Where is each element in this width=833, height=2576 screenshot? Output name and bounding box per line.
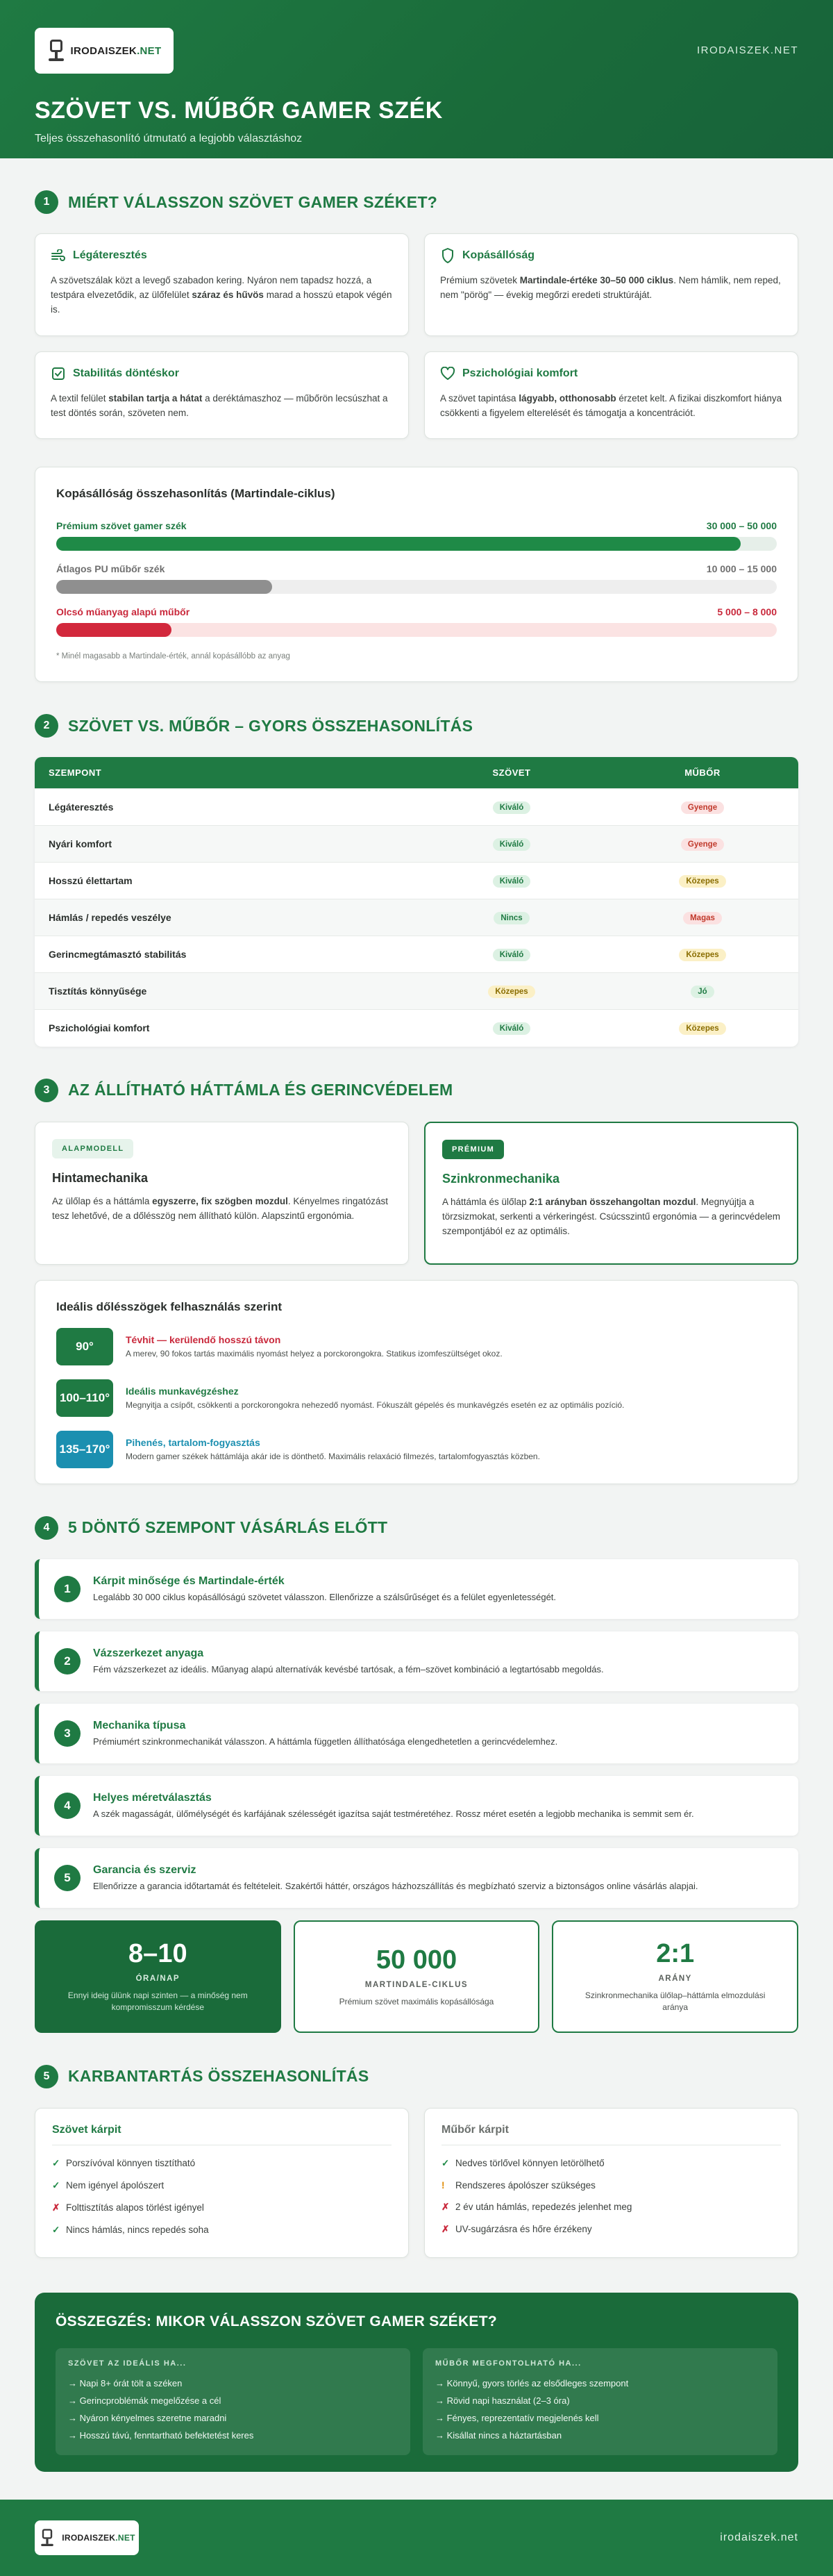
criterion-title: Mechanika típusa: [93, 1720, 186, 1731]
criterion-number: 1: [54, 1576, 81, 1602]
logo[interactable]: [35, 28, 174, 74]
stat-card: [35, 1920, 281, 2033]
criterion-title: Kárpit minősége és Martindale-érték: [93, 1575, 285, 1587]
table-row: [35, 973, 798, 1010]
section-title: KARBANTARTÁS ÖSSZEHASONLÍTÁS: [68, 2067, 369, 2085]
rating-badge: Kiváló: [493, 838, 531, 851]
maintenance-item: [441, 2152, 781, 2175]
angle-row: [56, 1431, 777, 1468]
criterion-item: [35, 1704, 798, 1763]
durability-comparison: [35, 467, 798, 682]
summary-item: → Hosszú távú, fenntartható befektetést keres: [68, 2429, 254, 2441]
rating-badge: Jó: [691, 986, 714, 998]
mark-icon: ✓: [52, 2224, 60, 2235]
summary-heading: MŰBŐR MEGFONTOLHATÓ HA...: [435, 2359, 582, 2368]
summary-item: → Kisállat nincs a háztartásban: [435, 2429, 562, 2441]
benefit-card-stability: [35, 351, 409, 439]
summary-item: → Napi 8+ órát tölt a széken: [68, 2377, 183, 2388]
fabric-cell: [416, 826, 607, 863]
criterion-cell: Nyári komfort: [35, 826, 416, 863]
fabric-cell: [416, 789, 607, 826]
leather-cell: [607, 863, 798, 899]
card-text: A szövetszálak közt a levegő szabadon kering. Nyáron nem tapadsz hozzá, a testpára elvezetődik, az ülőfelület száraz és hűvös marad a hosszú etapok végén is.: [51, 275, 392, 315]
rating-badge: Kiváló: [493, 1022, 531, 1035]
maintenance-text: Nedves törlővel könnyen letörölhető: [455, 2157, 605, 2168]
heart-icon: [440, 366, 455, 381]
card-text: A textil felület stabilan tartja a hátat a deréktámaszhoz — műbőrön lecsúszhat a test döntés során, szöveten nem.: [51, 393, 388, 418]
criterion-cell: Légáteresztés: [35, 789, 416, 826]
table-row: [35, 863, 798, 899]
fabric-cell: [416, 863, 607, 899]
angle-title: Ideális munkavégzéshez: [126, 1386, 239, 1397]
shield-icon: [440, 248, 455, 263]
card-title: Légáteresztés: [73, 249, 147, 261]
criterion-desc: Legalább 30 000 ciklus kopásállóságú szövetet válasszon. Ellenőrizze a szálsűrűséget és a felület egyenletességét.: [93, 1592, 557, 1602]
angle-row: [56, 1379, 777, 1417]
rating-badge: Kiváló: [493, 801, 531, 814]
criterion-cell: Gerincmegtámasztó stabilitás: [35, 936, 416, 973]
mark-icon: ✗: [52, 2202, 60, 2213]
section-title: 5 DÖNTŐ SZEMPONT VÁSÁRLÁS ELŐTT: [68, 1518, 388, 1536]
stat-desc: Prémium szövet maximális kopásállósága: [339, 1996, 494, 2006]
maintenance-text: Nincs hámlás, nincs repedés soha: [66, 2224, 209, 2235]
bar-track: [56, 623, 777, 637]
maintenance-title: Szövet kárpit: [52, 2124, 392, 2145]
table-row: [35, 936, 798, 973]
criterion-cell: Pszichológiai komfort: [35, 1010, 416, 1047]
fabric-cell: [416, 936, 607, 973]
angle-row: [56, 1328, 777, 1365]
stat-desc: Ennyi ideig ülünk napi szinten — a minőség nem kompromisszum kérdése: [67, 1991, 248, 2012]
section-4-heading: [35, 1516, 798, 1540]
section-number: 5: [35, 2065, 58, 2088]
section-number: 2: [35, 714, 58, 738]
section-number: 1: [35, 190, 58, 214]
stat-number: 8–10: [128, 1939, 187, 1968]
section-title: MIÉRT VÁLASSZON SZÖVET GAMER SZÉKET?: [68, 192, 438, 211]
table-row: [35, 1010, 798, 1047]
leather-cell: [607, 1010, 798, 1047]
logo-text: IRODAISZEK.NET: [62, 2532, 135, 2543]
page-title: SZÖVET VS. MŰBŐR GAMER SZÉK: [35, 97, 443, 124]
mechanism-title: Szinkronmechanika: [442, 1171, 560, 1186]
leather-cell: [607, 936, 798, 973]
footer-logo[interactable]: [35, 2520, 139, 2555]
maintenance-text: Porszívóval könnyen tisztítható: [66, 2157, 196, 2168]
summary-heading: SZÖVET AZ IDEÁLIS HA...: [68, 2359, 187, 2368]
table-row: [35, 789, 798, 826]
angle-desc: A merev, 90 fokos tartás maximális nyomást helyez a porckorongokra. Statikus izomfeszültséget okoz.: [126, 1349, 503, 1358]
section-3-heading: [35, 1079, 798, 1102]
maintenance-text: Folttisztítás alapos törlést igényel: [66, 2202, 204, 2213]
mark-icon: ✗: [441, 2201, 450, 2212]
criterion-item: [35, 1776, 798, 1836]
criterion-number: 5: [54, 1865, 81, 1891]
mechanism-title: Hintamechanika: [52, 1170, 149, 1185]
angle-value: 100–110°: [56, 1379, 113, 1417]
stat-card: [552, 1920, 798, 2033]
criteria-list: [35, 1559, 798, 1908]
comparison-table: [35, 757, 798, 1047]
rating-badge: Közepes: [679, 875, 725, 888]
card-text: Prémium szövetek Martindale-értéke 30–50 000 ciklus. Nem hámlik, nem reped, nem "pörög" — évekig megőrzi eredeti struktúráját.: [440, 275, 781, 300]
mechanism-tag: PRÉMIUM: [442, 1140, 504, 1159]
mark-icon: ✓: [52, 2157, 60, 2168]
angle-title: Tévhit — kerülendő hosszú távon: [126, 1334, 281, 1345]
criterion-desc: Ellenőrizze a garancia időtartamát és feltételeit. Szakértői háttér, országos házhozszállítás és megbízható szerviz a biztonságos online vásárlás alapjai.: [93, 1881, 698, 1891]
criterion-number: 3: [54, 1720, 81, 1747]
angle-title: Pihenés, tartalom-fogyasztás: [126, 1437, 260, 1448]
chair-icon: [47, 38, 65, 63]
bar-fill: [56, 623, 171, 637]
criterion-cell: Hosszú élettartam: [35, 863, 416, 899]
mark-icon: ✓: [52, 2179, 60, 2191]
summary-item: → Rövid napi használat (2–3 óra): [435, 2395, 570, 2406]
mechanism-text: Az ülőlap és a háttámla egyszerre, fix szögben mozdul. Kényelmes ringatózást tesz lehetővé, de a dőlésszög nem állítható külön. Alapszintű ergonómia.: [52, 1195, 388, 1221]
card-title: Kopásállóság: [462, 249, 535, 261]
section-title: SZÖVET VS. MŰBŐR – GYORS ÖSSZEHASONLÍTÁS: [68, 716, 473, 735]
durability-bar: [56, 520, 777, 551]
check-square-icon: [51, 366, 66, 381]
angle-desc: Modern gamer székek háttámlája akár ide is dönthető. Maximális relaxáció filmezés, tartalomfogyasztás közben.: [126, 1452, 540, 1461]
angle-desc: Megnyitja a csípőt, csökkenti a porckorongokra nehezedő nyomást. Fókuszált gépelés és munkavégzés esetén ez az optimális pozíció.: [126, 1400, 625, 1410]
leather-cell: [607, 826, 798, 863]
rating-badge: Magas: [683, 912, 722, 924]
angle-value: 135–170°: [56, 1431, 113, 1468]
criterion-item: [35, 1848, 798, 1908]
mechanism-card-basic: [35, 1122, 409, 1265]
rating-badge: Közepes: [488, 986, 535, 998]
rating-badge: Kiváló: [493, 875, 531, 888]
fabric-cell: [416, 899, 607, 936]
benefit-cards: [35, 233, 798, 439]
rating-badge: Közepes: [679, 1022, 725, 1035]
leather-cell: [607, 973, 798, 1010]
stat-desc: Szinkronmechanika ülőlap–háttámla elmozdulási aránya: [584, 1991, 766, 2012]
angle-value: 90°: [56, 1328, 113, 1365]
mark-icon: ✓: [441, 2157, 450, 2168]
maintenance-item: [441, 2175, 781, 2196]
benefit-card-durability: [424, 233, 798, 336]
maintenance-text: Nem igényel ápolószert: [66, 2179, 165, 2191]
bar-track: [56, 580, 777, 594]
maintenance-item: [52, 2175, 392, 2197]
mechanism-tag: ALAPMODELL: [52, 1139, 133, 1158]
summary-item: → Könnyű, gyors törlés az elsődleges szempont: [435, 2377, 629, 2388]
maintenance-text: Rendszeres ápolószer szükséges: [455, 2179, 596, 2191]
angles-title: Ideális dőlésszögek felhasználás szerint: [56, 1299, 283, 1313]
table-row: [35, 899, 798, 936]
bar-track: [56, 537, 777, 551]
rating-badge: Közepes: [679, 949, 725, 961]
maintenance-item: [52, 2197, 392, 2219]
criterion-desc: Fém vázszerkezet az ideális. Műanyag alapú alternatívák kevésbé tartósak, a fém–szövet kombináció a legtartósabb megoldás.: [93, 1664, 604, 1675]
footer: [0, 2500, 833, 2576]
maintenance-text: 2 év után hámlás, repedezés jelenhet meg: [455, 2201, 632, 2212]
stat-card: [294, 1920, 540, 2033]
criterion-title: Helyes méretválasztás: [93, 1792, 212, 1804]
rating-badge: Nincs: [494, 912, 529, 924]
table-row: [35, 826, 798, 863]
summary-panel: [35, 2293, 798, 2472]
rating-badge: Kiváló: [493, 949, 531, 961]
section-number: 4: [35, 1516, 58, 1540]
card-title: Stabilitás döntéskor: [73, 367, 179, 379]
hero-header: [0, 0, 833, 158]
footer-link[interactable]: irodaiszek.net: [720, 2531, 798, 2543]
card-text: A szövet tapintása lágyabb, otthonosabb érzetet kelt. A fizikai diszkomfort hiánya csökkenti a figyelem elterelését és támogatja a koncentrációt.: [440, 393, 782, 418]
criterion-title: Garancia és szerviz: [93, 1864, 196, 1876]
summary-item: → Fényes, reprezentatív megjelenés kell: [435, 2412, 599, 2423]
bar-label: Prémium szövet gamer szék: [56, 520, 187, 531]
criterion-desc: Prémiumért szinkronmechanikát válasszon. A háttámla független állíthatósága elengedhetetlen a gerincvédelemhez.: [93, 1736, 558, 1747]
bar-value: 30 000 – 50 000: [706, 520, 777, 531]
section-1-heading: [35, 190, 798, 214]
stat-number: 50 000: [376, 1945, 457, 1975]
summary-item: → Nyáron kényelmes szeretne maradni: [68, 2412, 227, 2423]
angles-panel: [35, 1280, 798, 1484]
maintenance-card-leather: [424, 2108, 798, 2258]
leather-cell: [607, 899, 798, 936]
section-title: AZ ÁLLÍTHATÓ HÁTTÁMLA ÉS GERINCVÉDELEM: [68, 1081, 453, 1099]
stat-label: ARÁNY: [658, 1975, 692, 1983]
fabric-cell: [416, 973, 607, 1010]
bar-label: Olcsó műanyag alapú műbőr: [56, 606, 190, 617]
criterion-cell: Hámlás / repedés veszélye: [35, 899, 416, 936]
bar-fill: [56, 580, 272, 594]
mechanism-card-premium: [424, 1122, 798, 1265]
stat-number: 2:1: [656, 1939, 695, 1968]
durability-bar: [56, 606, 777, 637]
durability-bar: [56, 563, 777, 594]
durability-note: * Minél magasabb a Martindale-érték, annál kopásállóbb az anyag: [56, 652, 290, 660]
maintenance-item: [52, 2219, 392, 2241]
maintenance-card-fabric: [35, 2108, 409, 2258]
durability-title: Kopásállóság összehasonlítás (Martindale-ciklus): [56, 487, 335, 500]
column-header: MŰBŐR: [607, 757, 798, 789]
benefit-card-breathability: [35, 233, 409, 336]
summary-leather: [423, 2348, 777, 2455]
section-5-heading: [35, 2065, 798, 2088]
section-2-heading: [35, 714, 798, 738]
criterion-desc: A szék magasságát, ülőmélységét és karfájának szélességét igazítsa saját testméretéhez. Rossz méret esetén a legjobb mechanika is semmit sem ér.: [93, 1809, 694, 1819]
bar-label: Átlagos PU műbőr szék: [56, 563, 165, 574]
stat-label: MARTINDALE-CIKLUS: [364, 1980, 469, 1989]
summary-item: → Gerincproblémák megelőzése a cél: [68, 2395, 221, 2406]
summary-title: ÖSSZEGZÉS: MIKOR VÁLASSZON SZÖVET GAMER SZÉKET?: [56, 2313, 497, 2329]
chair-icon: [40, 2527, 55, 2548]
page-subtitle: Teljes összehasonlító útmutató a legjobb választáshoz: [35, 133, 303, 144]
criterion-item: [35, 1559, 798, 1619]
mark-icon: !: [441, 2179, 445, 2191]
criterion-title: Vázszerkezet anyaga: [93, 1647, 204, 1659]
bar-fill: [56, 537, 741, 551]
wind-icon: [51, 248, 66, 263]
maintenance-item: [441, 2218, 781, 2241]
maintenance-title: Műbőr kárpit: [441, 2124, 781, 2145]
criterion-number: 4: [54, 1793, 81, 1819]
summary-fabric: [56, 2348, 410, 2455]
rating-badge: Gyenge: [681, 838, 724, 851]
stat-cards: [35, 1920, 798, 2033]
card-title: Pszichológiai komfort: [462, 367, 578, 379]
maintenance-text: UV-sugárzásra és hőre érzékeny: [455, 2223, 592, 2234]
bar-value: 10 000 – 15 000: [706, 563, 777, 574]
logo-text: IRODAISZEK.NET: [70, 44, 162, 57]
section-number: 3: [35, 1079, 58, 1102]
bar-value: 5 000 – 8 000: [717, 606, 777, 617]
mechanism-text: A háttámla és ülőlap 2:1 arányban összehangoltan mozdul. Megnyújtja a törzsizmokat, serkenti a vérkeringést. Csúcsszintű ergonómia — a gerincvédelem szempontjából ez az optimális.: [442, 1196, 780, 1236]
stat-label: ÓRA/NAP: [135, 1975, 180, 1983]
maintenance-item: [52, 2152, 392, 2175]
mark-icon: ✗: [441, 2223, 450, 2234]
leather-cell: [607, 789, 798, 826]
column-header: SZEMPONT: [35, 757, 416, 789]
site-name[interactable]: IRODAISZEK.NET: [696, 44, 798, 56]
fabric-cell: [416, 1010, 607, 1047]
rating-badge: Gyenge: [681, 801, 724, 814]
criterion-item: [35, 1631, 798, 1691]
benefit-card-comfort: [424, 351, 798, 439]
criterion-cell: Tisztítás könnyűsége: [35, 973, 416, 1010]
criterion-number: 2: [54, 1648, 81, 1675]
column-header: SZÖVET: [416, 757, 607, 789]
maintenance-item: [441, 2196, 781, 2218]
